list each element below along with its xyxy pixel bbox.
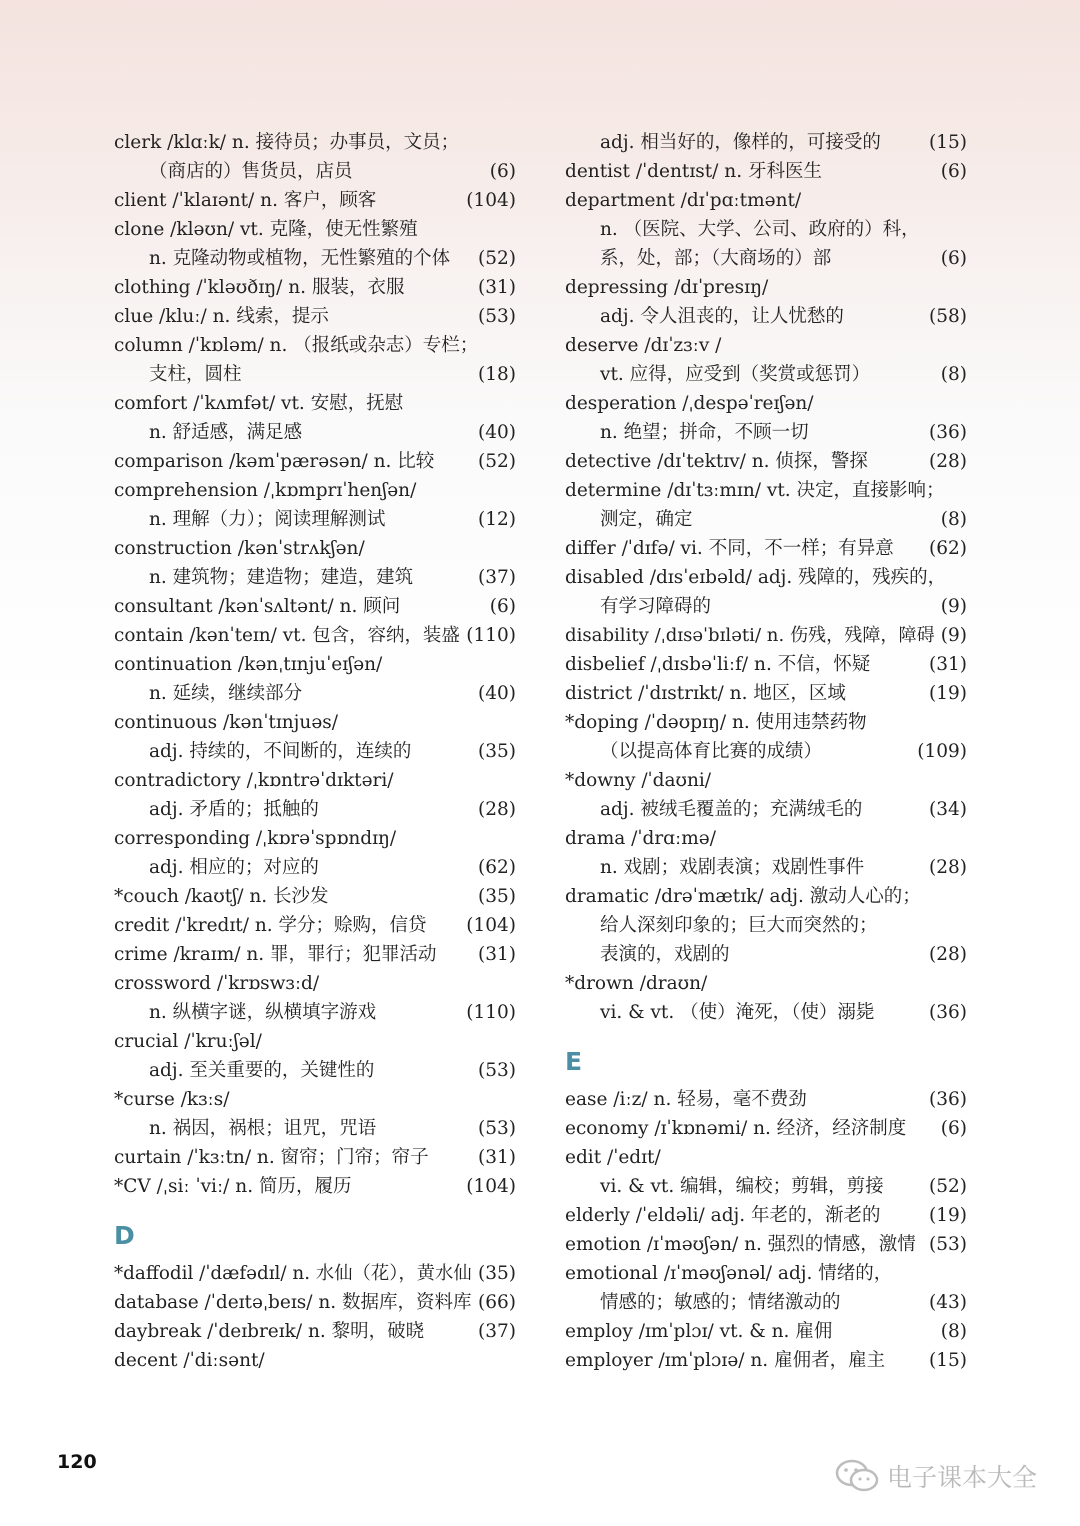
- entry-page-ref: (6): [940, 161, 967, 182]
- glossary-entry-line: [114, 679, 516, 708]
- entry-page-ref: (6): [940, 1118, 967, 1139]
- entry-page-ref: (62): [478, 857, 516, 878]
- entry-text: n. 建筑物；建造物；建造，建筑: [149, 567, 414, 588]
- entry-text: adj. 相应的；对应的: [149, 857, 319, 878]
- entry-text: clerk /klɑːk/ n. 接待员；办事员，文员；: [114, 132, 460, 153]
- glossary-entry-line: [114, 1027, 516, 1056]
- entry-text: vi. & vt. （使）淹死，（使）溺毙: [600, 1002, 875, 1023]
- glossary-entry-line: [565, 1201, 967, 1230]
- entry-text: ease /iːz/ n. 轻易，毫不费劲: [565, 1089, 807, 1110]
- entry-page-ref: (53): [478, 306, 516, 327]
- entry-page-ref: (9): [940, 625, 967, 646]
- entry-page-ref: (35): [478, 741, 516, 762]
- entry-page-ref: (104): [466, 915, 516, 936]
- glossary-entry-line: [565, 621, 967, 650]
- entry-text: employ /ɪmˈplɔɪ/ vt. & n. 雇佣: [565, 1321, 833, 1342]
- entry-text: *drown /draʊn/: [565, 973, 708, 994]
- entry-page-ref: (34): [929, 799, 967, 820]
- entry-text: daybreak /ˈdeɪbreɪk/ n. 黎明，破晓: [114, 1321, 425, 1342]
- entry-page-ref: (31): [478, 277, 516, 298]
- glossary-entry-line: [114, 244, 516, 273]
- glossary-entry-line: [114, 1172, 516, 1201]
- entry-text: comprehension /ˌkɒmprɪˈhenʃən/: [114, 480, 417, 501]
- glossary-entry-line: [565, 969, 967, 998]
- glossary-entry-line: [114, 1143, 516, 1172]
- glossary-entry-line: [114, 766, 516, 795]
- entry-page-ref: (8): [940, 364, 967, 385]
- entry-page-ref: (35): [478, 886, 516, 907]
- entry-text: emotion /ɪˈməʊʃən/ n. 强烈的情感，激情: [565, 1234, 916, 1255]
- entry-text: n. 祸因，祸根；诅咒，咒语: [149, 1118, 377, 1139]
- entry-text: 有学习障碍的: [600, 596, 712, 617]
- entry-text: clone /kləʊn/ vt. 克隆，使无性繁殖: [114, 219, 418, 240]
- entry-text: clue /kluː/ n. 线索，提示: [114, 306, 329, 327]
- entry-page-ref: (110): [466, 625, 516, 646]
- entry-page-ref: (28): [929, 451, 967, 472]
- entry-text: disability /ˌdɪsəˈbɪləti/ n. 伤残，残障，障碍: [565, 625, 935, 646]
- glossary-entry-line: [565, 1346, 967, 1375]
- entry-page-ref: (109): [917, 741, 967, 762]
- entry-text: department /dɪˈpɑːtmənt/: [565, 190, 802, 211]
- glossary-entry-line: [565, 1259, 967, 1288]
- entry-page-ref: (15): [929, 1350, 967, 1371]
- section-letter-heading: E: [565, 1047, 583, 1076]
- glossary-entry-line: [565, 708, 967, 737]
- entry-text: *doping /ˈdəʊpɪŋ/ n. 使用违禁药物: [565, 712, 867, 733]
- glossary-entry-line: [114, 882, 516, 911]
- entry-text: adj. 至关重要的，关键性的: [149, 1060, 375, 1081]
- entry-text: determine /dɪˈtɜːmɪn/ vt. 决定，直接影响；: [565, 480, 945, 501]
- watermark: [835, 1458, 1037, 1494]
- entry-text: 情感的；敏感的；情绪激动的: [600, 1292, 841, 1313]
- entry-page-ref: (40): [478, 683, 516, 704]
- glossary-entry-line: [114, 1259, 516, 1288]
- glossary-entry-line: [114, 998, 516, 1027]
- entry-page-ref: (31): [929, 654, 967, 675]
- entry-page-ref: (104): [466, 1176, 516, 1197]
- glossary-entry-line: [114, 447, 516, 476]
- glossary-entry-line: [565, 737, 967, 766]
- glossary-entry-line: [114, 302, 516, 331]
- entry-text: n. 舒适感，满足感: [149, 422, 303, 443]
- entry-text: column /ˈkɒləm/ n. （报纸或杂志）专栏；: [114, 335, 479, 356]
- entry-text: continuous /kənˈtɪnjuəs/: [114, 712, 339, 733]
- left-glossary-column: [114, 128, 516, 1375]
- entry-text: construction /kənˈstrʌkʃən/: [114, 538, 365, 559]
- entry-text: crime /kraɪm/ n. 罪，罪行；犯罪活动: [114, 944, 437, 965]
- entry-text: *curse /kɜːs/: [114, 1089, 230, 1110]
- entry-text: （商店的）售货员，店员: [149, 161, 353, 182]
- page-number: 120: [57, 1451, 97, 1473]
- entry-text: elderly /ˈeldəli/ adj. 年老的，渐老的: [565, 1205, 881, 1226]
- glossary-entry-line: [114, 331, 516, 360]
- entry-page-ref: (9): [940, 596, 967, 617]
- entry-page-ref: (12): [478, 509, 516, 530]
- entry-text: adj. 令人沮丧的，让人忧愁的: [600, 306, 844, 327]
- entry-page-ref: (6): [489, 596, 516, 617]
- entry-text: 表演的，戏剧的: [600, 944, 730, 965]
- glossary-entry-line: [565, 505, 967, 534]
- glossary-entry-line: [565, 1085, 967, 1114]
- entry-text: differ /ˈdɪfə/ vi. 不同，不一样；有异意: [565, 538, 894, 559]
- entry-page-ref: (37): [478, 567, 516, 588]
- glossary-entry-line: [114, 563, 516, 592]
- entry-page-ref: (52): [929, 1176, 967, 1197]
- entry-page-ref: (28): [929, 944, 967, 965]
- glossary-entry-line: [565, 1317, 967, 1346]
- entry-text: n. 理解（力）；阅读理解测试: [149, 509, 386, 530]
- glossary-entry-line: [565, 853, 967, 882]
- glossary-entry-line: [114, 273, 516, 302]
- entry-page-ref: (28): [478, 799, 516, 820]
- glossary-entry-line: [565, 389, 967, 418]
- entry-page-ref: (28): [929, 857, 967, 878]
- glossary-entry-line: [114, 621, 516, 650]
- glossary-entry-line: [114, 737, 516, 766]
- glossary-entry-line: [114, 418, 516, 447]
- entry-text: 支柱，圆柱: [149, 364, 242, 385]
- entry-page-ref: (19): [929, 1205, 967, 1226]
- glossary-entry-line: [565, 679, 967, 708]
- entry-text: client /ˈklaɪənt/ n. 客户，顾客: [114, 190, 377, 211]
- entry-text: continuation /kənˌtɪnjuˈeɪʃən/: [114, 654, 383, 675]
- entry-text: contain /kənˈteɪn/ vt. 包含，容纳，装盛: [114, 625, 460, 646]
- entry-page-ref: (31): [478, 944, 516, 965]
- entry-page-ref: (35): [478, 1263, 516, 1284]
- watermark-text: 电子课本大全: [887, 1463, 1038, 1492]
- entry-text: drama /ˈdrɑːmə/: [565, 828, 716, 849]
- glossary-entry-line: [114, 1317, 516, 1346]
- glossary-entry-line: [114, 128, 516, 157]
- glossary-entry-line: [565, 563, 967, 592]
- entry-text: n. 戏剧；戏剧表演；戏剧性事件: [600, 857, 865, 878]
- glossary-entry-line: [114, 708, 516, 737]
- glossary-entry-line: [114, 476, 516, 505]
- glossary-entry-line: [114, 505, 516, 534]
- glossary-entry-line: [114, 1085, 516, 1114]
- entry-text: vi. & vt. 编辑，编校；剪辑，剪接: [600, 1176, 884, 1197]
- glossary-entry-line: [114, 592, 516, 621]
- entry-text: database /ˈdeɪtəˌbeɪs/ n. 数据库，资料库: [114, 1292, 472, 1313]
- entry-text: decent /ˈdiːsənt/: [114, 1350, 265, 1371]
- glossary-entry-line: [565, 998, 967, 1027]
- entry-page-ref: (36): [929, 1089, 967, 1110]
- entry-text: 测定，确定: [600, 509, 693, 530]
- entry-page-ref: (40): [478, 422, 516, 443]
- entry-text: disabled /dɪsˈeɪbəld/ adj. 残障的，残疾的，: [565, 567, 947, 588]
- entry-text: edit /ˈedɪt/: [565, 1147, 661, 1168]
- glossary-entry-line: [565, 360, 967, 389]
- glossary-entry-line: [114, 911, 516, 940]
- entry-page-ref: (53): [929, 1234, 967, 1255]
- glossary-entry-line: [565, 824, 967, 853]
- glossary-entry-line: [114, 1056, 516, 1085]
- entry-text: 系，处，部；（大商场的）部: [600, 248, 832, 269]
- entry-text: adj. 被绒毛覆盖的；充满绒毛的: [600, 799, 863, 820]
- entry-text: corresponding /ˌkɒrəˈspɒndɪŋ/: [114, 828, 397, 849]
- glossary-entry-line: [565, 940, 967, 969]
- glossary-entry-line: [565, 795, 967, 824]
- entry-text: depressing /dɪˈpresɪŋ/: [565, 277, 769, 298]
- entry-page-ref: (52): [478, 248, 516, 269]
- entry-text: desperation /ˌdespəˈreɪʃən/: [565, 393, 814, 414]
- entry-text: dramatic /drəˈmætɪk/ adj. 激动人心的；: [565, 886, 921, 907]
- entry-text: *CV /ˌsiː ˈviː/ n. 简历，履历: [114, 1176, 352, 1197]
- entry-page-ref: (8): [940, 509, 967, 530]
- entry-text: adj. 持续的，不间断的，连续的: [149, 741, 412, 762]
- glossary-entry-line: [565, 1230, 967, 1259]
- entry-page-ref: (66): [478, 1292, 516, 1313]
- glossary-entry-line: [565, 534, 967, 563]
- glossary-entry-line: [565, 911, 967, 940]
- entry-text: emotional /ɪˈməʊʃənəl/ adj. 情绪的，: [565, 1263, 893, 1284]
- entry-page-ref: (37): [478, 1321, 516, 1342]
- entry-text: adj. 相当好的，像样的，可接受的: [600, 132, 881, 153]
- entry-page-ref: (53): [478, 1118, 516, 1139]
- entry-page-ref: (52): [478, 451, 516, 472]
- entry-page-ref: (62): [929, 538, 967, 559]
- glossary-entry-line: [114, 1346, 516, 1375]
- entry-text: disbelief /ˌdɪsbəˈliːf/ n. 不信，怀疑: [565, 654, 871, 675]
- entry-text: 给人深刻印象的；巨大而突然的；: [600, 915, 878, 936]
- glossary-entry-line: [565, 186, 967, 215]
- glossary-entry-line: [114, 940, 516, 969]
- entry-text: deserve /dɪˈzɜːv /: [565, 335, 722, 356]
- chat-bubble-icon: [835, 1458, 879, 1494]
- entry-page-ref: (31): [478, 1147, 516, 1168]
- glossary-entry-line: [565, 128, 967, 157]
- glossary-entry-line: [114, 534, 516, 563]
- entry-page-ref: (53): [478, 1060, 516, 1081]
- entry-page-ref: (36): [929, 422, 967, 443]
- entry-text: consultant /kənˈsʌltənt/ n. 顾问: [114, 596, 401, 617]
- entry-page-ref: (8): [940, 1321, 967, 1342]
- entry-text: *downy /ˈdaʊni/: [565, 770, 712, 791]
- glossary-entry-line: [565, 476, 967, 505]
- glossary-entry-line: [565, 766, 967, 795]
- entry-text: （以提高体育比赛的成绩）: [600, 741, 823, 762]
- glossary-entry-line: [114, 1114, 516, 1143]
- entry-page-ref: (18): [478, 364, 516, 385]
- glossary-entry-line: [114, 389, 516, 418]
- glossary-entry-line: [565, 1114, 967, 1143]
- glossary-entry-line: [114, 186, 516, 215]
- entry-text: n. 克隆动物或植物，无性繁殖的个体: [149, 248, 451, 269]
- entry-page-ref: (15): [929, 132, 967, 153]
- entry-text: adj. 矛盾的；抵触的: [149, 799, 319, 820]
- entry-page-ref: (36): [929, 1002, 967, 1023]
- entry-text: *couch /kaʊtʃ/ n. 长沙发: [114, 886, 329, 907]
- glossary-entry-line: [114, 650, 516, 679]
- glossary-entry-line: [114, 969, 516, 998]
- entry-text: n. 纵横字谜，纵横填字游戏: [149, 1002, 377, 1023]
- glossary-entry-line: [565, 1172, 967, 1201]
- glossary-entry-line: [565, 592, 967, 621]
- glossary-entry-line: [565, 273, 967, 302]
- entry-text: credit /ˈkredɪt/ n. 学分；赊购，信贷: [114, 915, 427, 936]
- glossary-entry-line: [565, 882, 967, 911]
- glossary-entry-line: [114, 360, 516, 389]
- entry-page-ref: (6): [489, 161, 516, 182]
- entry-text: district /ˈdɪstrɪkt/ n. 地区，区域: [565, 683, 846, 704]
- glossary-entry-line: [114, 215, 516, 244]
- entry-text: dentist /ˈdentɪst/ n. 牙科医生: [565, 161, 822, 182]
- entry-text: vt. 应得，应受到（奖赏或惩罚）: [600, 364, 871, 385]
- section-letter-heading: D: [114, 1221, 135, 1250]
- glossary-entry-line: [565, 244, 967, 273]
- glossary-entry-line: [565, 418, 967, 447]
- glossary-entry-line: [114, 157, 516, 186]
- glossary-entry-line: [565, 157, 967, 186]
- entry-text: detective /dɪˈtektɪv/ n. 侦探，警探: [565, 451, 868, 472]
- glossary-entry-line: [565, 1143, 967, 1172]
- entry-text: crucial /ˈkruːʃəl/: [114, 1031, 262, 1052]
- entry-text: comfort /ˈkʌmfət/ vt. 安慰，抚慰: [114, 393, 404, 414]
- glossary-entry-line: [565, 215, 967, 244]
- entry-text: n. （医院、大学、公司、政府的）科，: [600, 219, 920, 240]
- entry-text: economy /ɪˈkɒnəmi/ n. 经济，经济制度: [565, 1118, 907, 1139]
- entry-page-ref: (58): [929, 306, 967, 327]
- glossary-entry-line: [565, 302, 967, 331]
- entry-page-ref: (110): [466, 1002, 516, 1023]
- glossary-entry-line: [565, 650, 967, 679]
- glossary-entry-line: [114, 853, 516, 882]
- entry-page-ref: (43): [929, 1292, 967, 1313]
- entry-page-ref: (19): [929, 683, 967, 704]
- glossary-entry-line: [114, 795, 516, 824]
- glossary-entry-line: [114, 1288, 516, 1317]
- entry-text: employer /ɪmˈplɔɪə/ n. 雇佣者，雇主: [565, 1350, 886, 1371]
- glossary-entry-line: [114, 824, 516, 853]
- entry-text: n. 延续，继续部分: [149, 683, 303, 704]
- glossary-entry-line: [565, 1288, 967, 1317]
- glossary-entry-line: [565, 331, 967, 360]
- right-glossary-column: [565, 128, 967, 1375]
- entry-text: curtain /ˈkɜːtn/ n. 窗帘；门帘；帘子: [114, 1147, 429, 1168]
- entry-text: comparison /kəmˈpærəsən/ n. 比较: [114, 451, 435, 472]
- entry-text: *daffodil /ˈdæfədɪl/ n. 水仙（花），黄水仙: [114, 1263, 472, 1284]
- entry-page-ref: (104): [466, 190, 516, 211]
- entry-text: n. 绝望；拼命，不顾一切: [600, 422, 809, 443]
- entry-text: contradictory /ˌkɒntrəˈdɪktəri/: [114, 770, 394, 791]
- entry-page-ref: (6): [940, 248, 967, 269]
- entry-text: crossword /ˈkrɒswɜːd/: [114, 973, 320, 994]
- entry-text: clothing /ˈkləʊðɪŋ/ n. 服装，衣服: [114, 277, 405, 298]
- glossary-entry-line: [565, 447, 967, 476]
